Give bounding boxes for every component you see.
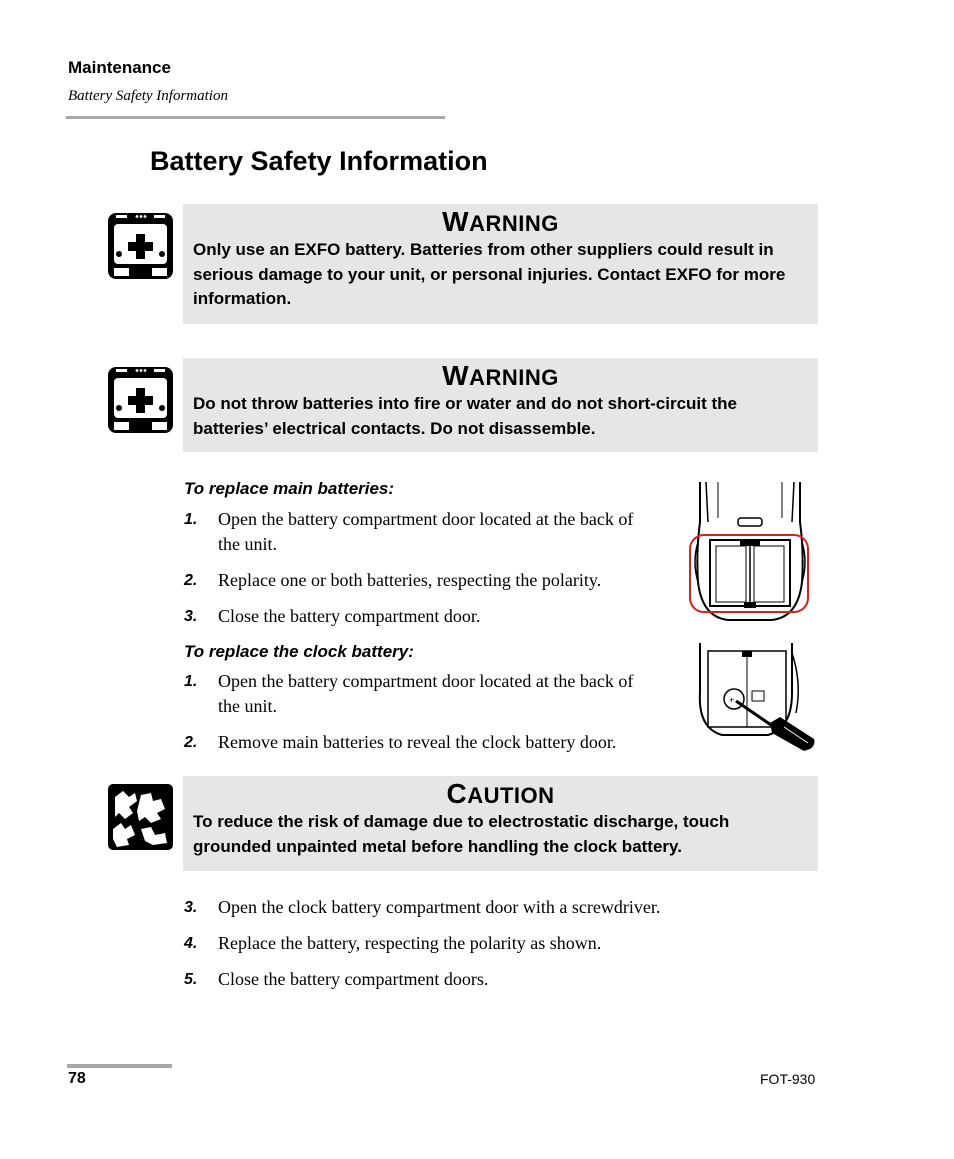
warning-title	[193, 360, 808, 392]
warning-title-initial: W	[442, 206, 470, 237]
procedure-step	[184, 568, 684, 593]
caution-box	[183, 776, 818, 871]
warning-title	[193, 206, 808, 238]
step-text: Remove main batteries to reveal the clock battery door.	[218, 732, 617, 752]
warning-title-initial: W	[442, 360, 470, 391]
battery-compartment-illustration	[688, 482, 812, 622]
step-text: Replace one or both batteries, respecting the polarity.	[218, 570, 602, 590]
step-text: Close the battery compartment doors.	[218, 969, 489, 989]
procedure-step	[184, 730, 694, 755]
caution-text: To reduce the risk of damage due to electrostatic discharge, touch grounded unpainted metal before handling the clock battery.	[193, 812, 730, 856]
clock-battery-illustration	[692, 643, 818, 753]
procedure-step	[184, 895, 784, 920]
step-number: 5.	[184, 971, 198, 988]
broken-gear-caution-icon	[107, 783, 174, 851]
step-number: 3.	[184, 608, 198, 625]
ambulance-warning-icon	[107, 366, 174, 434]
procedure-title: To replace main batteries:	[184, 479, 395, 498]
step-text: Open the battery compartment door located at the back of the unit.	[218, 671, 634, 716]
document-id: FOT-930	[760, 1071, 816, 1087]
running-header-subsection: Battery Safety Information	[68, 88, 228, 104]
running-header-section: Maintenance	[68, 58, 171, 77]
ambulance-warning-icon	[107, 212, 174, 280]
page-number: 78	[68, 1070, 86, 1087]
step-text: Replace the battery, respecting the polarity as shown.	[218, 933, 602, 953]
caution-title-initial: C	[446, 778, 468, 809]
step-text: Close the battery compartment door.	[218, 606, 481, 626]
warning-title-rest: ARNING	[469, 365, 559, 390]
procedure-step	[184, 967, 784, 992]
step-text: Open the clock battery compartment door with a screwdriver.	[218, 897, 661, 917]
warning-box	[183, 204, 818, 324]
page-title: Battery Safety Information	[150, 146, 488, 176]
procedure-step	[184, 507, 684, 557]
warning-title-rest: ARNING	[469, 211, 559, 236]
step-number: 4.	[184, 935, 198, 952]
warning-box	[183, 358, 818, 452]
procedure-step	[184, 604, 684, 629]
step-number: 1.	[184, 511, 198, 528]
procedure-step	[184, 669, 684, 719]
step-number: 2.	[184, 734, 198, 751]
step-number: 3.	[184, 899, 198, 916]
procedure-step	[184, 931, 784, 956]
caution-title	[193, 778, 808, 810]
footer-divider	[67, 1064, 172, 1068]
procedure-title: To replace the clock battery:	[184, 642, 414, 661]
header-divider	[66, 116, 445, 119]
warning-text: Only use an EXFO battery. Batteries from other suppliers could result in serious damage to your unit, or personal injuries. Contact EXFO for more information.	[193, 240, 786, 308]
warning-text: Do not throw batteries into fire or water and do not short-circuit the batteries’ electrical contacts. Do not disassemble.	[193, 394, 738, 438]
step-number: 1.	[184, 673, 198, 690]
step-number: 2.	[184, 572, 198, 589]
svg-text:+: +	[729, 695, 735, 705]
step-text: Open the battery compartment door located at the back of the unit.	[218, 509, 634, 554]
caution-title-rest: AUTION	[467, 783, 555, 808]
